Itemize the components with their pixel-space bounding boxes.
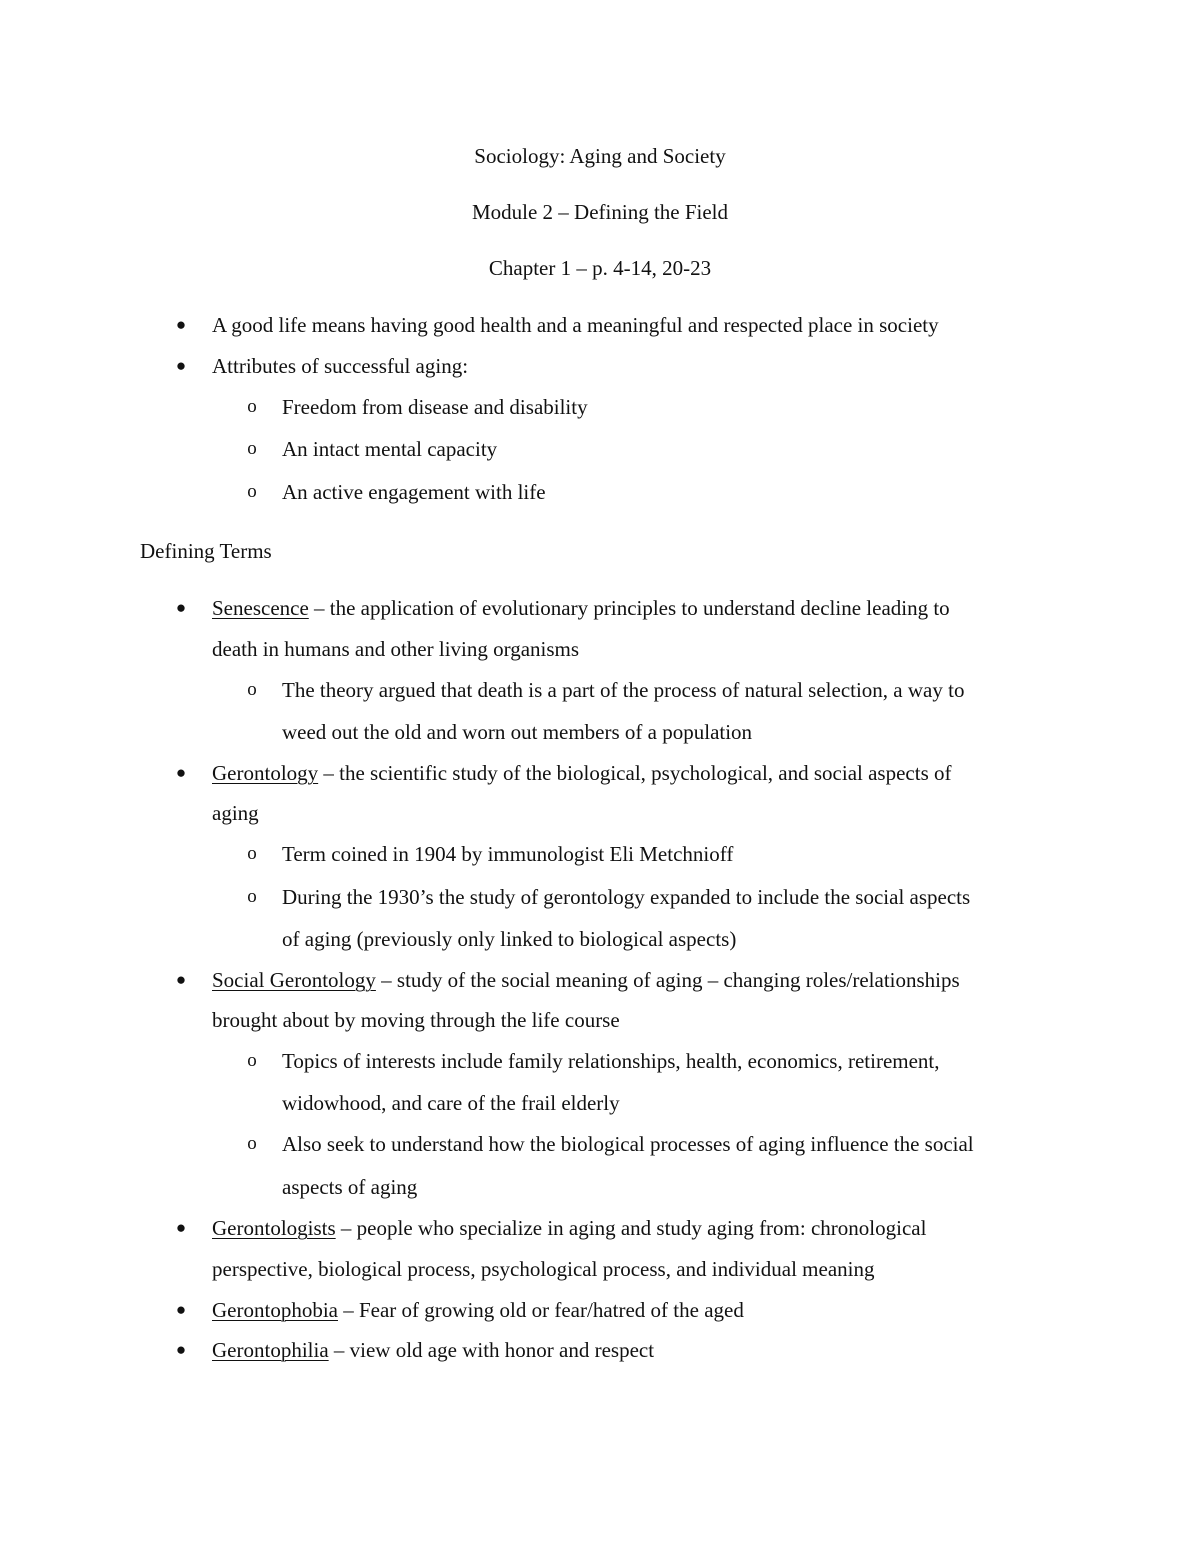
intro-bullet-attributes: Attributes of successful aging: <box>212 354 469 378</box>
bullet-dot-icon: ● <box>175 1340 187 1359</box>
bullet-circle-icon: o <box>247 1133 257 1154</box>
bullet-circle-icon: o <box>247 679 257 700</box>
module-line: Module 2 – Defining the Field <box>471 200 729 224</box>
bullet-circle-icon: o <box>247 1050 257 1071</box>
bullet-circle-icon: o <box>247 438 257 459</box>
term-senescence-line2: death in humans and other living organisms <box>212 637 580 661</box>
term-senescence: Senescence <box>212 596 309 620</box>
social-gerontology-note-1-line1: Topics of interests include family relationships, health, economics, retirement, <box>282 1049 940 1073</box>
term-definition: – Fear of growing old or fear/hatred of the aged <box>337 1298 744 1322</box>
term-gerontologists-line1 <box>212 1215 926 1241</box>
attribute-item: An intact mental capacity <box>282 437 498 461</box>
bullet-dot-icon: ● <box>175 1300 187 1319</box>
term-definition: – view old age with honor and respect <box>328 1338 655 1362</box>
term-social-gerontology-line2: brought about by moving through the life course <box>212 1008 620 1032</box>
attribute-item: An active engagement with life <box>282 480 546 504</box>
bullet-dot-icon: ● <box>175 598 187 617</box>
senescence-note-line2: weed out the old and worn out members of a population <box>282 720 753 744</box>
bullet-dot-icon: ● <box>175 970 187 989</box>
term-gerontology-line1 <box>212 760 952 786</box>
social-gerontology-note-1-line2: widowhood, and care of the frail elderly <box>282 1091 620 1115</box>
term-definition: – the application of evolutionary principles to understand decline leading to <box>308 596 950 620</box>
bullet-circle-icon: o <box>247 843 257 864</box>
term-social-gerontology-line1 <box>212 967 960 993</box>
term-definition: – people who specialize in aging and study aging from: chronological <box>335 1216 927 1240</box>
social-gerontology-note-2-line1: Also seek to understand how the biological processes of aging influence the social <box>282 1132 974 1156</box>
gerontology-note-2-line1: During the 1930’s the study of gerontology expanded to include the social aspects <box>282 885 971 909</box>
chapter-line: Chapter 1 – p. 4-14, 20-23 <box>488 256 712 280</box>
term-senescence-line1 <box>212 595 950 621</box>
term-gerontologists: Gerontologists <box>212 1216 336 1240</box>
intro-bullet-good-life: A good life means having good health and a meaningful and respected place in society <box>212 313 939 337</box>
term-definition: – the scientific study of the biological, psychological, and social aspects of <box>318 761 952 785</box>
gerontology-note-1: Term coined in 1904 by immunologist Eli Metchnioff <box>282 842 734 866</box>
term-social-gerontology: Social Gerontology <box>212 968 376 992</box>
bullet-circle-icon: o <box>247 396 257 417</box>
social-gerontology-note-2-line2: aspects of aging <box>282 1175 418 1199</box>
section-heading-defining-terms: Defining Terms <box>140 539 272 563</box>
term-gerontophobia-line <box>212 1297 744 1323</box>
term-gerontophilia-line <box>212 1337 654 1363</box>
term-definition: – study of the social meaning of aging – changing roles/relationships <box>375 968 960 992</box>
term-gerontophobia: Gerontophobia <box>212 1298 338 1322</box>
term-gerontophilia: Gerontophilia <box>212 1338 329 1362</box>
senescence-note-line1: The theory argued that death is a part of the process of natural selection, a way to <box>282 678 965 702</box>
bullet-dot-icon: ● <box>175 356 187 375</box>
bullet-circle-icon: o <box>247 481 257 502</box>
term-gerontologists-line2: perspective, biological process, psychological process, and individual meaning <box>212 1257 875 1281</box>
attribute-item: Freedom from disease and disability <box>282 395 588 419</box>
document-title: Sociology: Aging and Society <box>474 144 726 168</box>
gerontology-note-2-line2: of aging (previously only linked to biological aspects) <box>282 927 737 951</box>
bullet-dot-icon: ● <box>175 315 187 334</box>
term-gerontology: Gerontology <box>212 761 319 785</box>
bullet-dot-icon: ● <box>175 763 187 782</box>
bullet-circle-icon: o <box>247 886 257 907</box>
bullet-dot-icon: ● <box>175 1218 187 1237</box>
term-gerontology-line2: aging <box>212 801 259 825</box>
